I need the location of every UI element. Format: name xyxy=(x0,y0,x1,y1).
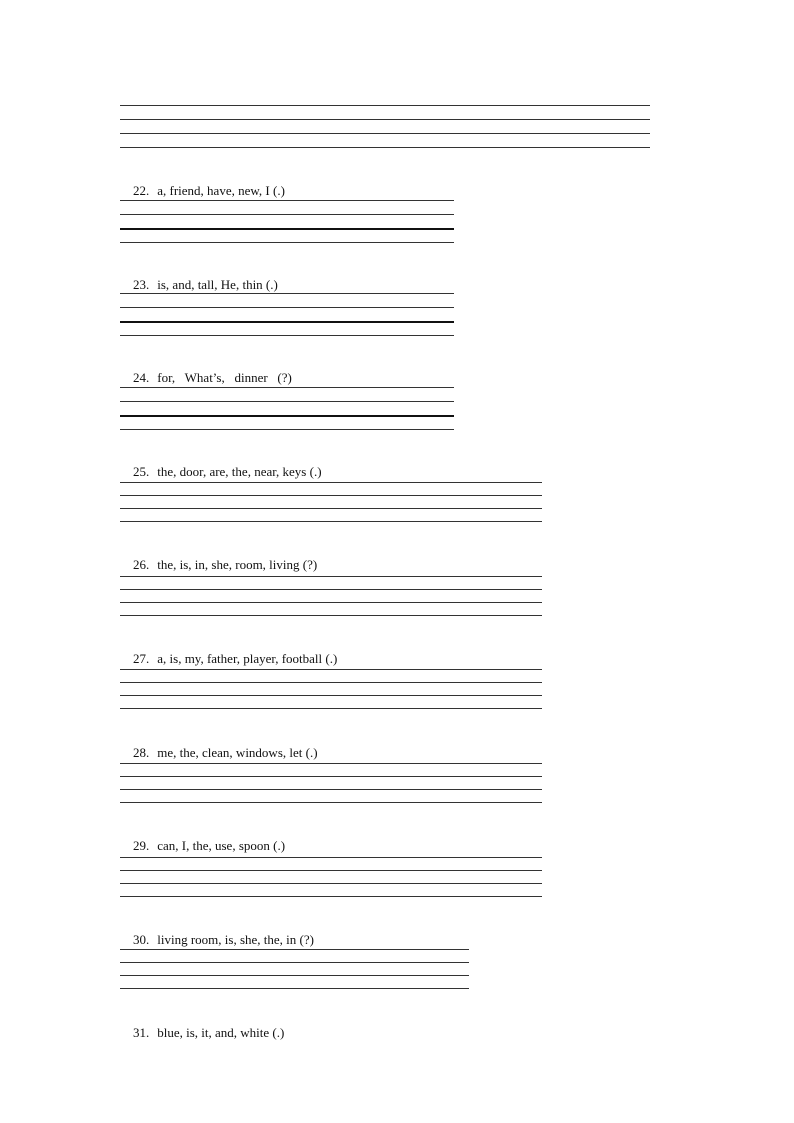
answer-lines-22[interactable] xyxy=(120,200,454,243)
question-number: 28. xyxy=(133,745,150,760)
answer-lines-23[interactable] xyxy=(120,293,454,336)
question-words: me, the, clean, windows, let (.) xyxy=(157,745,318,760)
question-words: a, friend, have, new, I (.) xyxy=(157,183,285,198)
answer-lines-27[interactable] xyxy=(120,669,542,709)
question-number: 23. xyxy=(133,277,150,292)
question-words: living room, is, she, the, in (?) xyxy=(157,932,314,947)
question-words: can, I, the, use, spoon (.) xyxy=(157,838,286,853)
question-number: 25. xyxy=(133,464,150,479)
answer-lines-24[interactable] xyxy=(120,387,454,430)
answer-lines-25[interactable] xyxy=(120,482,542,522)
question-number: 29. xyxy=(133,838,150,853)
answer-lines-21[interactable] xyxy=(120,105,650,148)
answer-lines-26[interactable] xyxy=(120,576,542,616)
answer-lines-29[interactable] xyxy=(120,857,542,897)
question-number: 24. xyxy=(133,370,150,385)
question-words: for, What’s, dinner (?) xyxy=(157,370,292,385)
question-words: the, is, in, she, room, living (?) xyxy=(157,557,318,572)
answer-lines-30[interactable] xyxy=(120,949,469,989)
question-words: the, door, are, the, near, keys (.) xyxy=(157,464,322,479)
question-number: 30. xyxy=(133,932,150,947)
question-words: a, is, my, father, player, football (.) xyxy=(157,651,338,666)
question-number: 31. xyxy=(133,1025,150,1040)
question-number: 27. xyxy=(133,651,150,666)
question-words: is, and, tall, He, thin (.) xyxy=(157,277,278,292)
question-number: 26. xyxy=(133,557,150,572)
question-words: blue, is, it, and, white (.) xyxy=(157,1025,285,1040)
question-number: 22. xyxy=(133,183,150,198)
answer-lines-28[interactable] xyxy=(120,763,542,803)
question-31 xyxy=(120,1009,284,1057)
